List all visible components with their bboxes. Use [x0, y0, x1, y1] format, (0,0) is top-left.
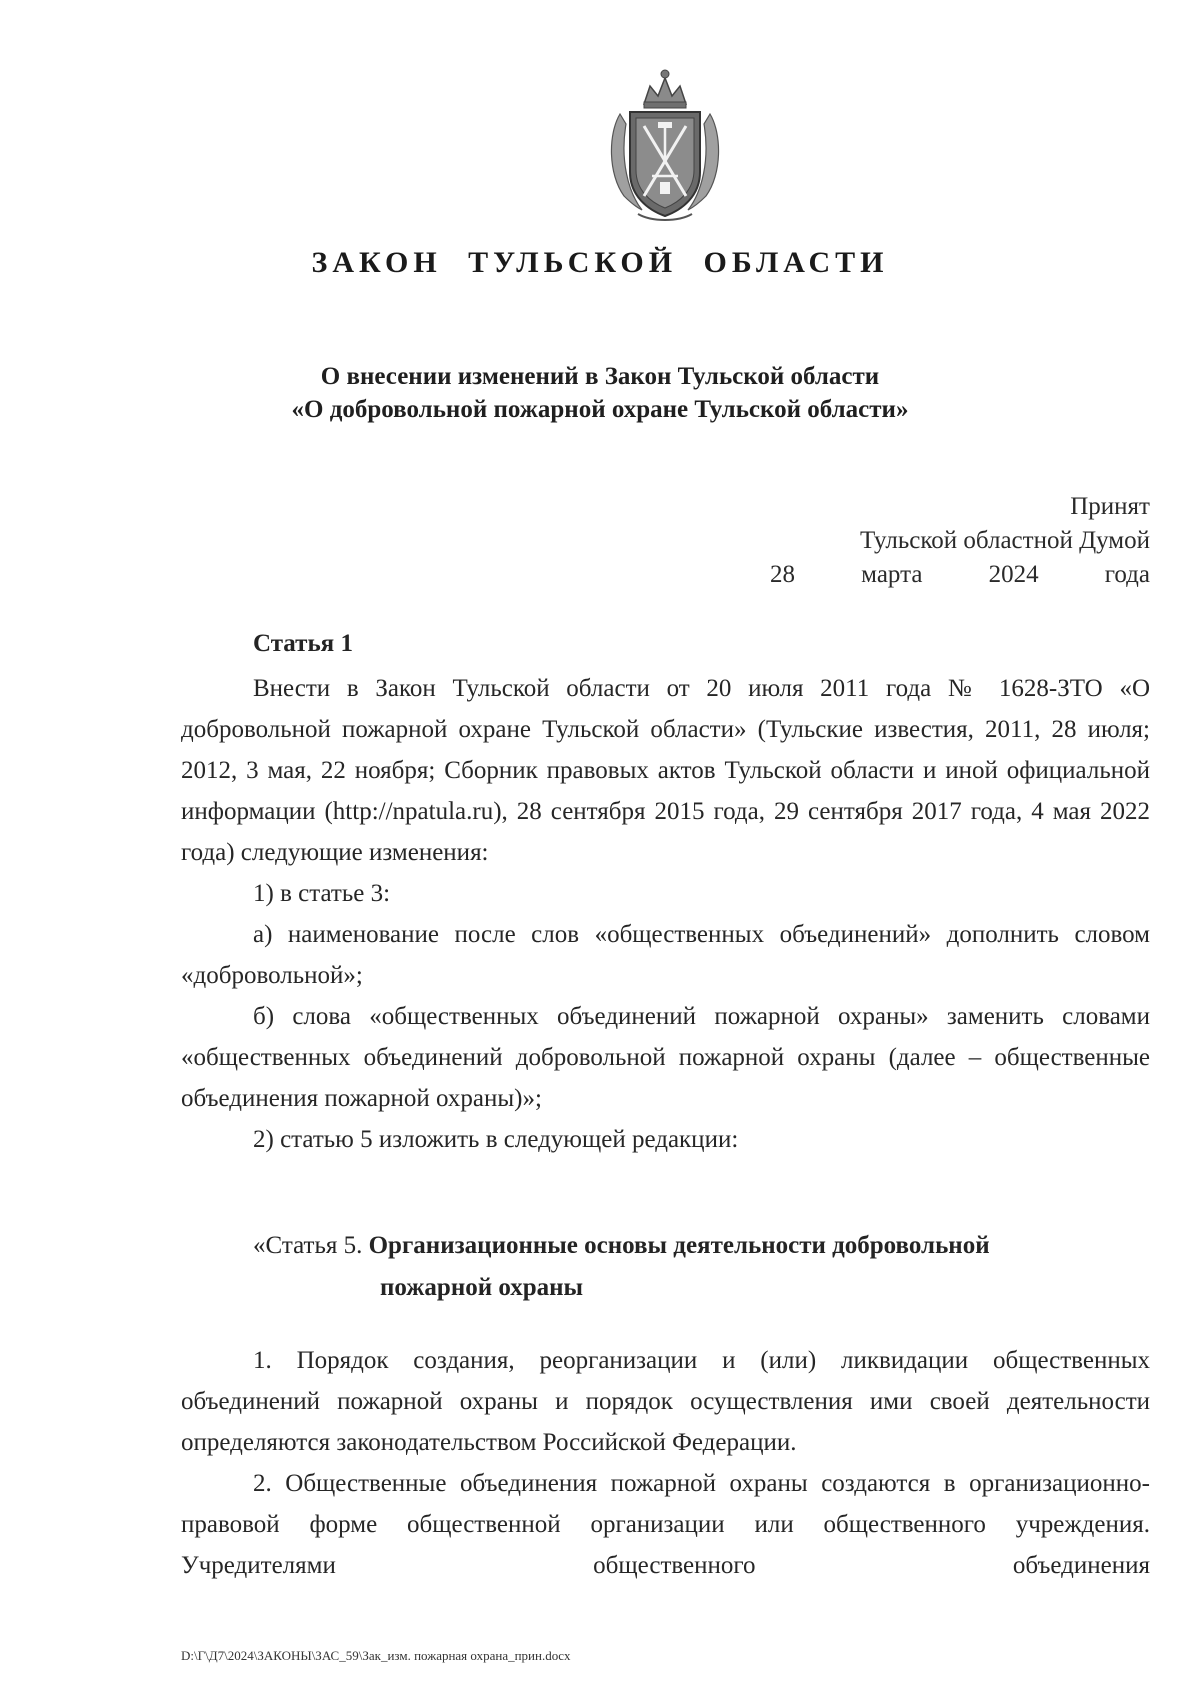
article-5-paragraph-2: 2. Общественные объединения пожарной охраны создаются в организационно-правовой форме общественной организации или общественного учреждения. Учредителями общественного объединения — [181, 1470, 1150, 1579]
adopted-line-2: Тульской областной Думой — [859, 527, 1150, 554]
article-5-title-line-1: Организационные основы деятельности добровольной — [368, 1232, 990, 1259]
article-1-item-1a: а) наименование после слов «общественных объединений» дополнить словом «добровольной»; — [181, 921, 1150, 989]
file-path-footer: D:\Г\Д7\2024\ЗАКОНЫ\ЗАС_59\Зак_изм. пожарная охрана_прин.docx — [181, 1648, 571, 1663]
adoption-day: 28 — [770, 561, 795, 588]
subtitle-line-1: О внесении изменений в Закон Тульской области — [320, 363, 880, 390]
article-1-body — [181, 668, 1150, 1160]
article-1-item-1b: б) слова «общественных объединений пожарной охраны» заменить словами «общественных объединений добровольной пожарной охраны (далее – общественные объединения пожарной охраны)»; — [181, 1003, 1150, 1112]
article-1-item-1: 1) в статье 3: — [253, 880, 391, 907]
adoption-date — [770, 558, 1150, 592]
adoption-block — [770, 490, 1150, 592]
tula-coat-of-arms-emblem — [602, 64, 728, 224]
adoption-year: 2024 — [988, 561, 1039, 588]
adoption-month: марта — [861, 561, 923, 588]
subtitle-line-2: «О добровольной пожарной охране Тульской области» — [291, 396, 909, 423]
article-1-intro: Внести в Закон Тульской области от 20 июля 2011 года № 1628-ЗТО «О добровольной пожарной охране Тульской области» (Тульские известия, 2011, 28 июля; 2012, 3 мая, 22 ноября; Сборник правовых актов Тульской области и иной официальной информации (http://npatula.ru), 28 сентября 2015 года, 29 сентября 2017 года, 4 мая 2022 года) следующие изменения: — [181, 675, 1150, 866]
article-5-prefix: «Статья 5. — [253, 1232, 363, 1259]
article-5-heading — [253, 1225, 990, 1309]
law-title: ЗАКОН ТУЛЬСКОЙ ОБЛАСТИ — [311, 246, 889, 279]
adopted-line-1: Принят — [1070, 493, 1150, 520]
article-1-heading: Статья 1 — [253, 630, 353, 657]
law-subtitle — [0, 360, 1200, 426]
article-5-title-line-2: пожарной охраны — [380, 1274, 584, 1301]
adoption-year-word: года — [1104, 561, 1150, 588]
article-1-item-2: 2) статью 5 изложить в следующей редакции: — [253, 1126, 739, 1153]
article-5-body — [181, 1340, 1150, 1586]
article-5-paragraph-1: 1. Порядок создания, реорганизации и (или) ликвидации общественных объединений пожарной охраны и порядок осуществления ими своей деятельности определяются законодательством Российской Федерации. — [181, 1347, 1150, 1456]
